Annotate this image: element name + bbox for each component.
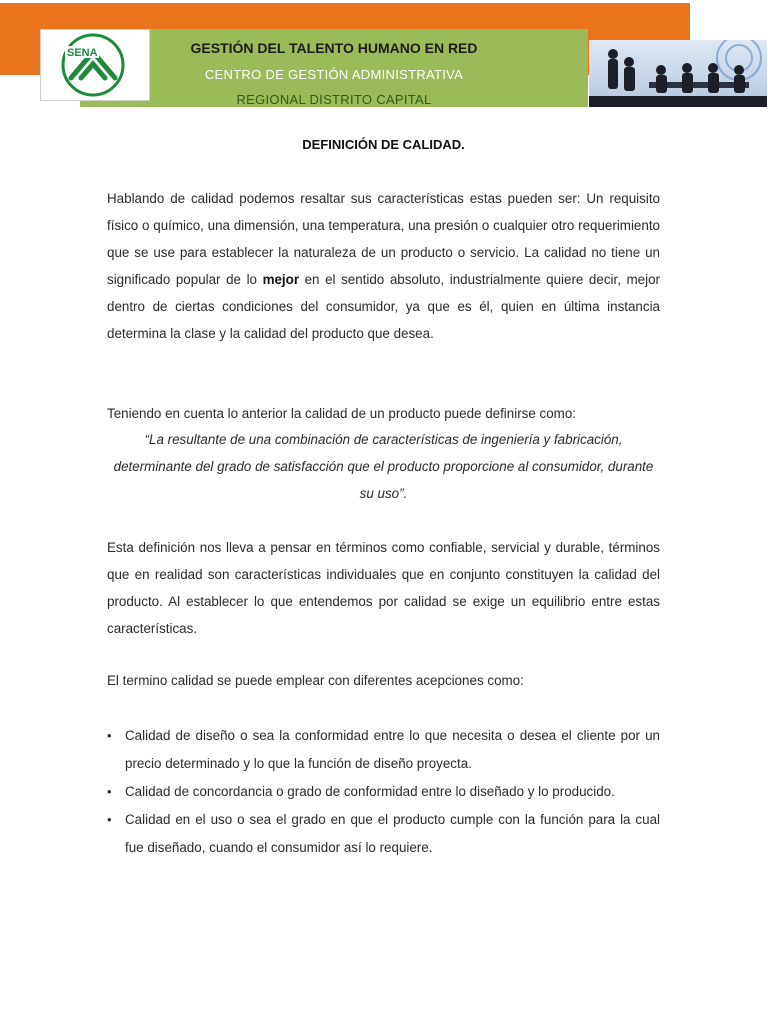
- quality-types-list: [107, 722, 660, 862]
- paragraph-1-bold: mejor: [262, 272, 300, 287]
- paragraph-3: Esta definición nos lleva a pensar en términos como confiable, servicial y durable, términos que en realidad son características individuales que en conjunto constituyen la calidad del producto. Al establecer lo que entendemos por calidad se exige un equilibrio entre estas características.: [107, 540, 660, 636]
- paragraph-1-start: Hablando de calidad podemos resaltar sus características estas pueden ser: Un requisito físico o químico, una dimensión, una temperatura, una presión o cualquier otro requerimiento que se use para establecer la naturaleza de un producto o servicio. La calidad no tiene un significado popular de lo: [107, 191, 660, 287]
- header-region: REGIONAL DISTRITO CAPITAL: [236, 92, 432, 107]
- list-item: [107, 722, 660, 778]
- office-photo: [589, 40, 767, 107]
- paragraph-1: [107, 185, 660, 347]
- sena-logo-text: SENA: [67, 47, 98, 59]
- definition-quote: “La resultante de una combinación de características de ingeniería y fabricación, determinante del grado de satisfacción que el producto proporcione al consumidor, durante su uso”.: [113, 432, 654, 501]
- bullet-icon: •: [107, 728, 112, 743]
- list-item: [107, 806, 660, 862]
- bullet-icon: •: [107, 812, 112, 827]
- header-subtitle: CENTRO DE GESTIÓN ADMINISTRATIVA: [204, 67, 464, 82]
- document-title: DEFINICIÓN DE CALIDAD.: [302, 137, 465, 152]
- list-item: [107, 778, 660, 806]
- list-item-text: Calidad de concordancia o grado de conformidad entre lo diseñado y lo producido.: [125, 784, 615, 799]
- paragraph-4: El termino calidad se puede emplear con diferentes acepciones como:: [107, 673, 524, 688]
- list-item-text: Calidad en el uso o sea el grado en que el producto cumple con la función para la cual fue diseñado, cuando el consumidor así lo requiere.: [125, 812, 660, 855]
- list-item-text: Calidad de diseño o sea la conformidad entre lo que necesita o desea el cliente por un precio determinado y lo que la función de diseño proyecta.: [125, 728, 660, 771]
- header-title: GESTIÓN DEL TALENTO HUMANO EN RED: [190, 40, 478, 56]
- bullet-icon: •: [107, 784, 112, 799]
- paragraph-2-intro: Teniendo en cuenta lo anterior la calidad de un producto puede definirse como:: [107, 406, 576, 421]
- paragraph-1-end: en el sentido absoluto, industrialmente quiere decir, mejor dentro de ciertas condiciones del consumidor, ya que es él, quien en última instancia determina la clase y la calidad del producto que desea.: [107, 272, 660, 341]
- office-people-icon: [589, 40, 767, 107]
